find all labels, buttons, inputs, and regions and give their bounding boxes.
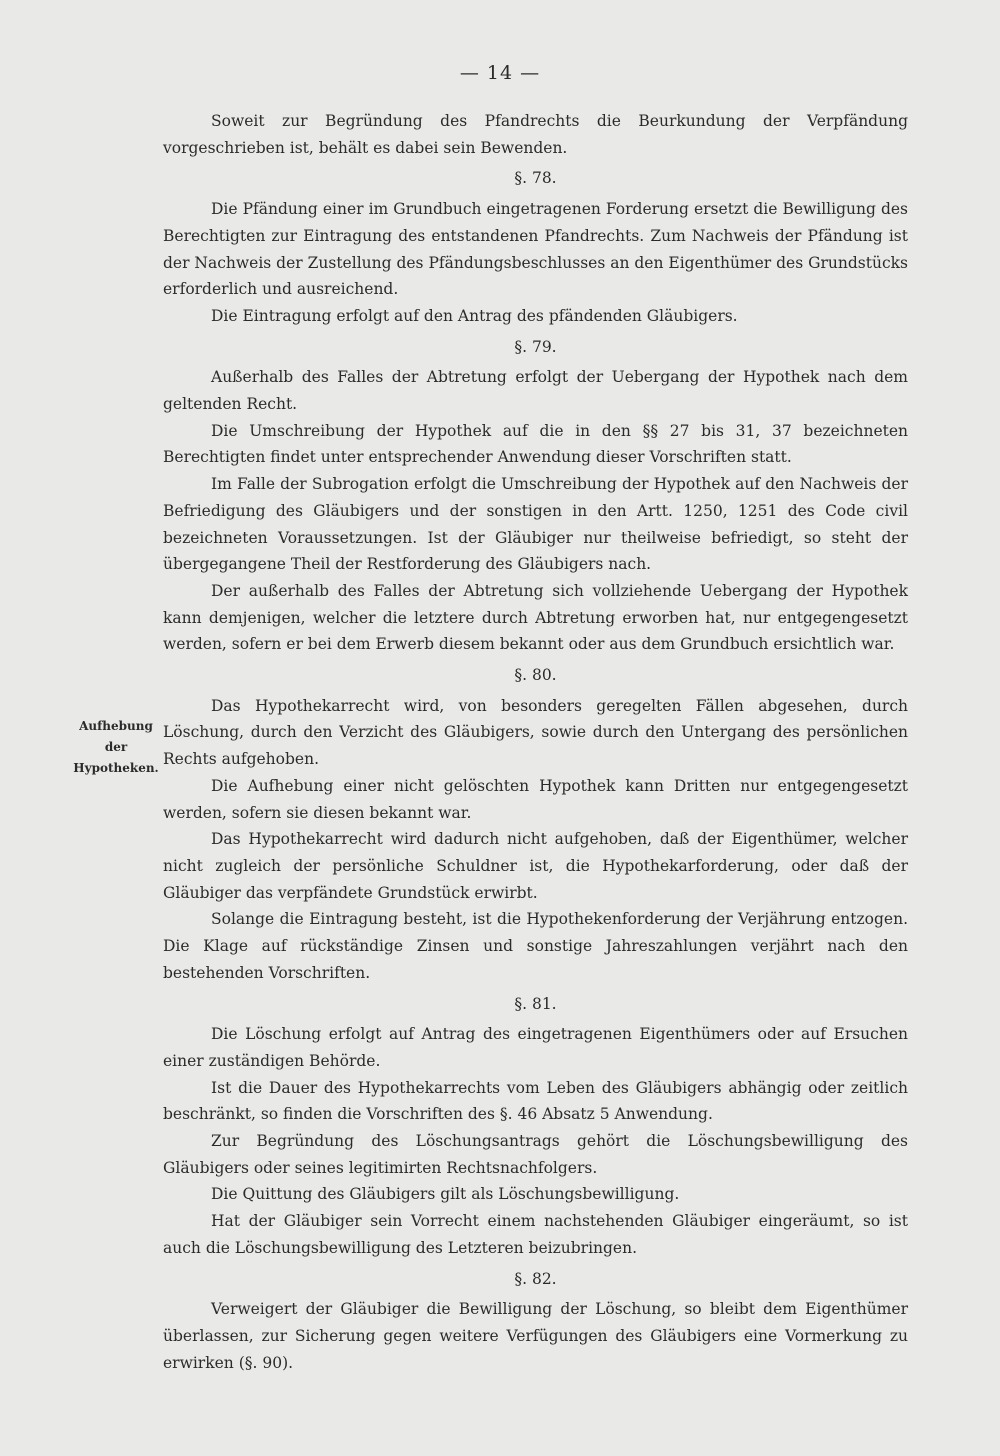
body-text — [163, 108, 908, 1376]
section-heading: §. 81. — [514, 994, 557, 1013]
margin-note-line: Aufhebung — [79, 719, 153, 733]
section-heading: §. 79. — [514, 337, 557, 356]
paragraph: Soweit zur Begründung des Pfandrechts die Beurkundung der Verpfändung vorgeschrieben ist, behält es dabei sein Bewenden. — [163, 112, 908, 157]
page-number: — 14 — — [459, 62, 541, 84]
paragraph: Im Falle der Subrogation erfolgt die Umschreibung der Hypothek auf den Nachweis der Befriedigung des Gläubigers und der sonstigen in den Artt. 1250, 1251 des Code civil bezeichneten Voraussetzungen. Ist der Gläubiger nur theilweise befriedigt, so steht der übergegangene Theil der Restforderung des Gläubigers nach. — [163, 475, 908, 574]
paragraph: Solange die Eintragung besteht, ist die Hypothekenforderung der Verjährung entzogen. Die Klage auf rückständige Zinsen und sonstige Jahreszahlungen verjährt nach den bestehenden Vorschriften. — [163, 910, 908, 982]
paragraph: Die Aufhebung einer nicht gelöschten Hypothek kann Dritten nur entgegengesetzt werden, sofern sie diesen bekannt war. — [163, 776, 908, 822]
paragraph: Das Hypothekarrecht wird dadurch nicht aufgehoben, daß der Eigenthümer, welcher nicht zugleich der persönliche Schuldner ist, die Hypothekarforderung, oder daß der Gläubiger das verpfändete Grundstück erwirbt. — [163, 830, 908, 902]
section-heading: §. 80. — [514, 666, 557, 685]
paragraph: Außerhalb des Falles der Abtretung erfolgt der Uebergang der Hypothek nach dem geltenden Recht. — [163, 368, 908, 414]
paragraph: Zur Begründung des Löschungsantrags gehört die Löschungsbewilligung des Gläubigers oder seines legitimirten Rechtsnachfolgers. — [163, 1132, 908, 1177]
paragraph: Verweigert der Gläubiger die Bewilligung der Löschung, so bleibt dem Eigenthümer überlassen, zur Sicherung gegen weitere Verfügungen des Gläubigers eine Vormerkung zu erwirken (§. 90). — [163, 1300, 908, 1372]
section-heading: §. 78. — [514, 169, 557, 188]
margin-note-line: Hypotheken. — [73, 761, 159, 775]
paragraph: Die Umschreibung der Hypothek auf die in den §§ 27 bis 31, 37 bezeichneten Berechtigten findet unter entsprechender Anwendung dieser Vorschriften statt. — [163, 421, 908, 467]
paragraph: Die Eintragung erfolgt auf den Antrag des pfändenden Gläubigers. — [211, 306, 738, 325]
paragraph: Die Quittung des Gläubigers gilt als Löschungsbewilligung. — [211, 1185, 680, 1204]
paragraph: Der außerhalb des Falles der Abtretung sich vollziehende Uebergang der Hypothek kann demjenigen, welcher die letztere durch Abtretung erworben hat, nur entgegengesetzt werden, sofern er bei dem Erwerb diesem bekannt oder aus dem Grundbuch ersichtlich war. — [163, 581, 908, 654]
paragraph: Das Hypothekarrecht wird, von besonders geregelten Fällen abgesehen, durch Löschung, durch den Verzicht des Gläubigers, sowie durch den Untergang des persönlichen Rechts aufgehoben. — [163, 696, 908, 769]
margin-note-line: der — [104, 740, 128, 754]
section-heading: §. 82. — [514, 1269, 557, 1288]
paragraph: Die Löschung erfolgt auf Antrag des eingetragenen Eigenthümers oder auf Ersuchen einer zuständigen Behörde. — [163, 1025, 908, 1070]
paragraph: Hat der Gläubiger sein Vorrecht einem nachstehenden Gläubiger eingeräumt, so ist auch die Löschungsbewilligung des Letzteren beizubringen. — [163, 1212, 908, 1257]
paragraph: Die Pfändung einer im Grundbuch eingetragenen Forderung ersetzt die Bewilligung des Berechtigten zur Eintragung des entstandenen Pfandrechts. Zum Nachweis der Pfändung ist der Nachweis der Zustellung des Pfändungsbeschlusses an den Eigenthümer des Grundstücks erforderlich und ausreichend. — [163, 200, 908, 299]
margin-note — [56, 716, 176, 779]
paragraph: Ist die Dauer des Hypothekarrechts vom Leben des Gläubigers abhängig oder zeitlich beschränkt, so finden die Vorschriften des §. 46 Absatz 5 Anwendung. — [163, 1078, 908, 1124]
